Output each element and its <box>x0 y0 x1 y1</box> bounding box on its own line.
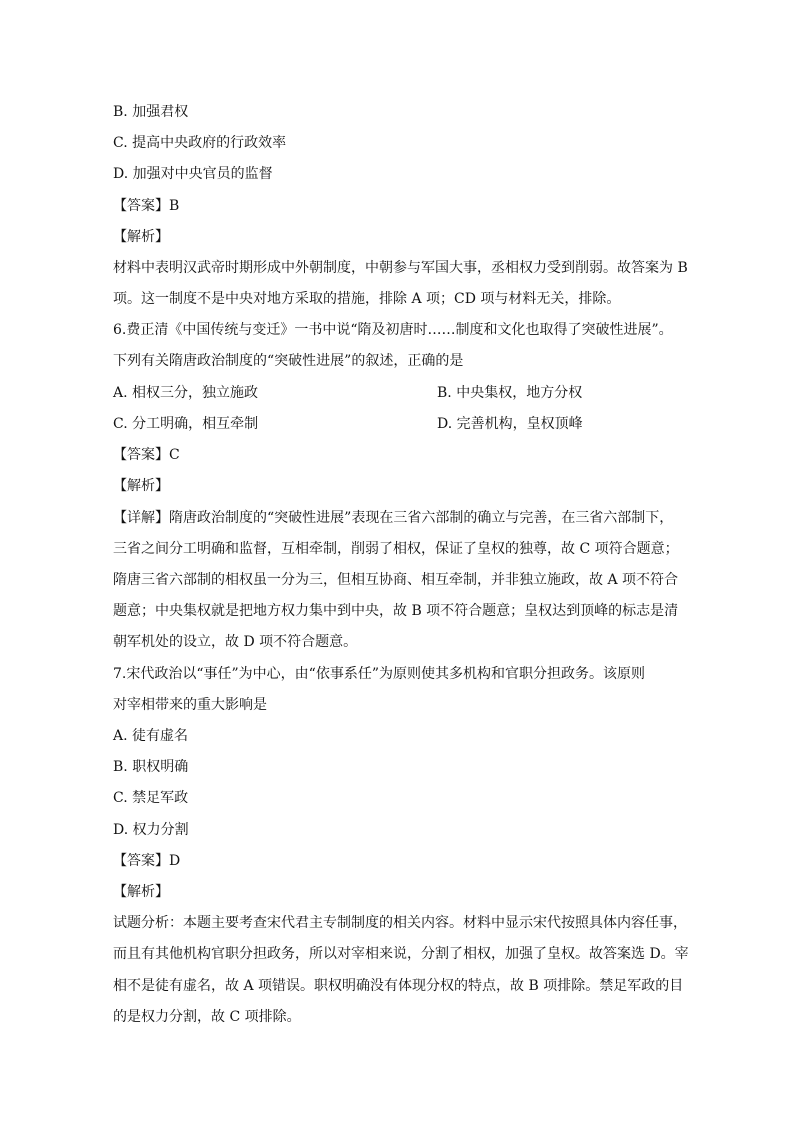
q6-option-b: B. 中央集权，地方分权 <box>437 385 583 401</box>
q6-stem-line: 6.费正清《中国传统与变迁》一书中说“隋及初唐时……制度和文化也取得了突破性进展”。 <box>113 322 673 338</box>
q5-analysis-line: 材料中表明汉武帝时期形成中外朝制度，中朝参与军国大事，丞相权力受到削弱。故答案为 B <box>113 260 688 276</box>
q7-option-d: D. 权力分割 <box>113 822 189 838</box>
q5-option-d: D. 加强对中央官员的监督 <box>113 166 273 182</box>
q6-detail-line: 题意；中央集权就是把地方权力集中到中央，故 B 项不符合题意；皇权达到顶峰的标志是清 <box>113 603 679 619</box>
q7-analysis-label: 【解析】 <box>113 884 169 900</box>
q5-analysis-label: 【解析】 <box>113 229 169 245</box>
q6-detail-line: 朝军机处的设立，故 D 项不符合题意。 <box>113 634 358 650</box>
q6-answer: 【答案】C <box>113 447 180 463</box>
q5-option-b: B. 加强君权 <box>113 104 189 120</box>
q7-analysis-line: 试题分析：本题主要考查宋代君主专制制度的相关内容。材料中显示宋代按照具体内容任事， <box>113 915 687 931</box>
q6-option-c: C. 分工明确，相互牵制 <box>113 416 259 432</box>
q7-option-a: A. 徒有虚名 <box>113 728 189 744</box>
q5-answer: 【答案】B <box>113 198 180 214</box>
q5-analysis-line: 项。这一制度不是中央对地方采取的措施，排除 A 项；CD 项与材料无关，排除。 <box>113 291 621 307</box>
q7-analysis-line: 相不是徒有虚名，故 A 项错误。职权明确没有体现分权的特点，故 B 项排除。禁足军政的目 <box>113 978 684 994</box>
q7-analysis-line: 的是权力分割，故 C 项排除。 <box>113 1009 301 1025</box>
q7-stem-line: 对宰相带来的重大影响是 <box>113 697 267 713</box>
q6-option-a: A. 相权三分，独立施政 <box>113 385 259 401</box>
q7-answer: 【答案】D <box>113 853 181 869</box>
q6-analysis-label: 【解析】 <box>113 478 169 494</box>
q6-stem-line: 下列有关隋唐政治制度的“突破性进展”的叙述，正确的是 <box>113 353 464 369</box>
q6-detail-line: 三省之间分工明确和监督，互相牵制，削弱了相权，保证了皇权的独尊，故 C 项符合题意； <box>113 541 679 557</box>
q7-analysis-line: 而且有其他机构官职分担政务，所以对宰相来说，分割了相权，加强了皇权。故答案选 D。宰 <box>113 946 689 962</box>
q7-option-b: B. 职权明确 <box>113 759 189 775</box>
q5-option-c: C. 提高中央政府的行政效率 <box>113 135 287 151</box>
q6-option-d: D. 完善机构，皇权顶峰 <box>437 416 583 432</box>
q7-stem-line: 7.宋代政治以“事任”为中心，由“依事系任”为原则使其多机构和官职分担政务。该原则 <box>113 666 645 682</box>
q7-option-c: C. 禁足军政 <box>113 790 189 806</box>
q6-detail-line: 隋唐三省六部制的相权虽一分为三，但相互协商、相互牵制，并非独立施政，故 A 项不符合 <box>113 572 679 588</box>
q6-detail-line: 【详解】隋唐政治制度的“突破性进展”表现在三省六部制的确立与完善，在三省六部制下， <box>113 510 674 526</box>
